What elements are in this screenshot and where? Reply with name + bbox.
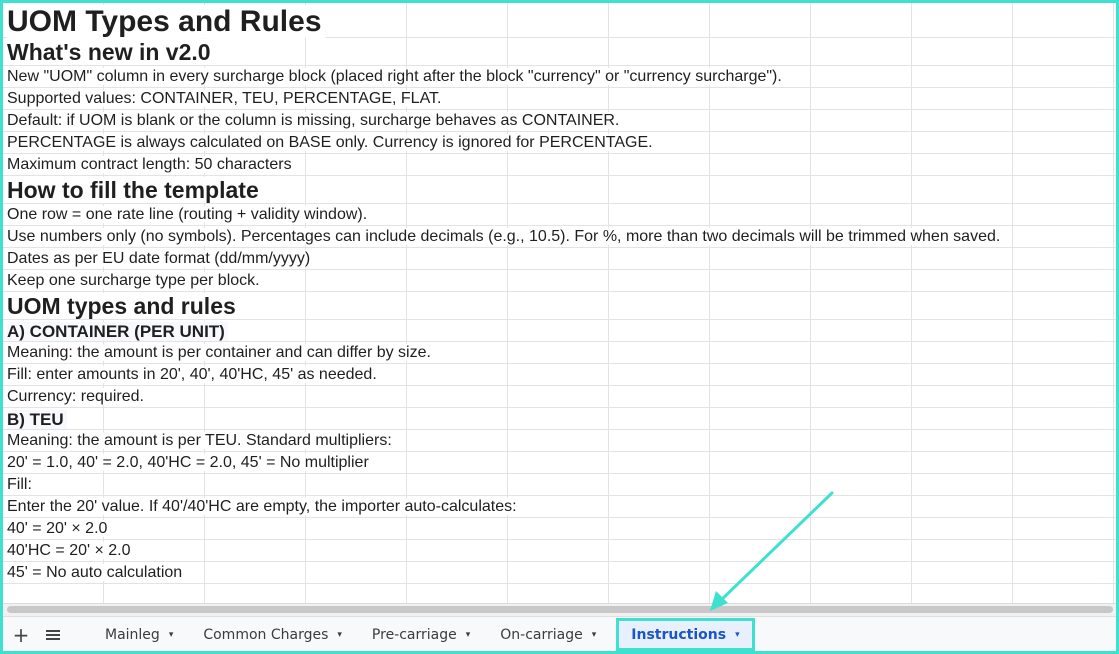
cell-text: 45' = No auto calculation xyxy=(7,564,185,581)
cell-text: Keep one surcharge type per block. xyxy=(7,272,263,289)
sheet-tab-label: Mainleg xyxy=(105,626,160,643)
cell-text: Fill: enter amounts in 20', 40', 40'HC, 45' as needed. xyxy=(7,366,380,383)
sheet-row[interactable] xyxy=(3,66,1116,88)
cell-text: Dates as per EU date format (dd/mm/yyyy) xyxy=(7,250,313,267)
sheet-tab-label: Pre-carriage xyxy=(371,626,457,643)
sheet-tab-instructions[interactable] xyxy=(616,618,754,651)
all-sheets-button[interactable] xyxy=(39,620,67,650)
sheet-tab-pre-carriage[interactable] xyxy=(360,618,482,651)
cell-text: What's new in v2.0 xyxy=(7,39,214,65)
sheet-row[interactable] xyxy=(3,204,1116,226)
cell-text: PERCENTAGE is always calculated on BASE only. Currency is ignored for PERCENTAGE. xyxy=(7,134,656,151)
sheet-row[interactable] xyxy=(3,562,1116,584)
cell-text: New "UOM" column in every surcharge block (placed right after the block "currency" or "currency surcharge"). xyxy=(7,68,785,85)
sheet-row[interactable] xyxy=(3,110,1116,132)
cell-text: Maximum contract length: 50 characters xyxy=(7,156,295,173)
sheet-row[interactable] xyxy=(3,540,1116,562)
all-sheets-icon xyxy=(46,630,60,640)
sheet-row[interactable] xyxy=(3,518,1116,540)
sheet-heading-row[interactable] xyxy=(3,292,1116,320)
scrollbar-thumb[interactable] xyxy=(7,606,1113,613)
sheet-heading-row[interactable] xyxy=(3,408,1116,430)
sheet-row[interactable] xyxy=(3,430,1116,452)
horizontal-scrollbar[interactable] xyxy=(3,603,1116,616)
plus-icon: + xyxy=(12,622,30,647)
cell-text: Fill: xyxy=(7,476,35,493)
sheet-row[interactable] xyxy=(3,226,1116,248)
cell-text: 40' = 20' × 2.0 xyxy=(7,520,110,537)
sheet-tab-label: Instructions xyxy=(631,626,727,643)
sheet-row[interactable] xyxy=(3,386,1116,408)
cell-text: A) CONTAINER (PER UNIT) xyxy=(7,322,228,341)
sheet-row[interactable] xyxy=(3,474,1116,496)
sheet-tab-bar xyxy=(3,616,1116,652)
chevron-down-icon[interactable]: ▾ xyxy=(168,629,174,640)
sheet-heading-row[interactable] xyxy=(3,38,1116,66)
cell-text: Meaning: the amount is per container and can differ by size. xyxy=(7,344,434,361)
sheet-tab-label: Common Charges xyxy=(203,626,329,643)
sheet-tab-label: On-carriage xyxy=(500,626,583,643)
sheet-grid[interactable] xyxy=(3,3,1116,603)
add-sheet-button[interactable] xyxy=(7,620,35,650)
chevron-down-icon[interactable]: ▾ xyxy=(337,629,342,640)
sheet-tab-common-charges[interactable] xyxy=(191,618,354,651)
sheet-tab-mainleg[interactable] xyxy=(93,618,185,651)
cell-text: How to fill the template xyxy=(7,177,262,203)
sheet-heading-row[interactable] xyxy=(3,176,1116,204)
cell-text: UOM types and rules xyxy=(7,293,239,319)
chevron-down-icon[interactable]: ▾ xyxy=(465,629,471,640)
sheet-row[interactable] xyxy=(3,88,1116,110)
sheet-heading-row[interactable] xyxy=(3,320,1116,342)
chevron-down-icon[interactable]: ▾ xyxy=(735,629,740,640)
sheet-tabs xyxy=(93,618,761,651)
cell-text: Enter the 20' value. If 40'/40'HC are empty, the importer auto-calculates: xyxy=(7,498,520,515)
sheet-row[interactable] xyxy=(3,248,1116,270)
cell-text: Supported values: CONTAINER, TEU, PERCENTAGE, FLAT. xyxy=(7,90,445,107)
sheet-row[interactable] xyxy=(3,270,1116,292)
cell-text: Currency: required. xyxy=(7,388,147,405)
sheet-row[interactable] xyxy=(3,154,1116,176)
cell-text: 20' = 1.0, 40' = 2.0, 40'HC = 2.0, 45' = No multiplier xyxy=(7,454,372,471)
sheet-rows xyxy=(3,3,1116,584)
cell-text: Use numbers only (no symbols). Percentages can include decimals (e.g., 10.5). For %, more than two decimals will be trimmed when saved. xyxy=(7,228,1003,245)
chevron-down-icon[interactable]: ▾ xyxy=(591,629,597,640)
cell-text: Default: if UOM is blank or the column is missing, surcharge behaves as CONTAINER. xyxy=(7,112,622,129)
cell-text: Meaning: the amount is per TEU. Standard multipliers: xyxy=(7,432,395,449)
sheet-row[interactable] xyxy=(3,496,1116,518)
sheet-row[interactable] xyxy=(3,452,1116,474)
sheet-row[interactable] xyxy=(3,132,1116,154)
cell-text: One row = one rate line (routing + validity window). xyxy=(7,206,370,223)
sheet-heading-row[interactable] xyxy=(3,3,1116,38)
cell-text: 40'HC = 20' × 2.0 xyxy=(7,542,134,559)
sheet-tab-on-carriage[interactable] xyxy=(488,618,608,651)
sheet-row[interactable] xyxy=(3,364,1116,386)
cell-text: UOM Types and Rules xyxy=(7,5,325,38)
cell-text: B) TEU xyxy=(7,410,67,429)
sheet-row[interactable] xyxy=(3,342,1116,364)
